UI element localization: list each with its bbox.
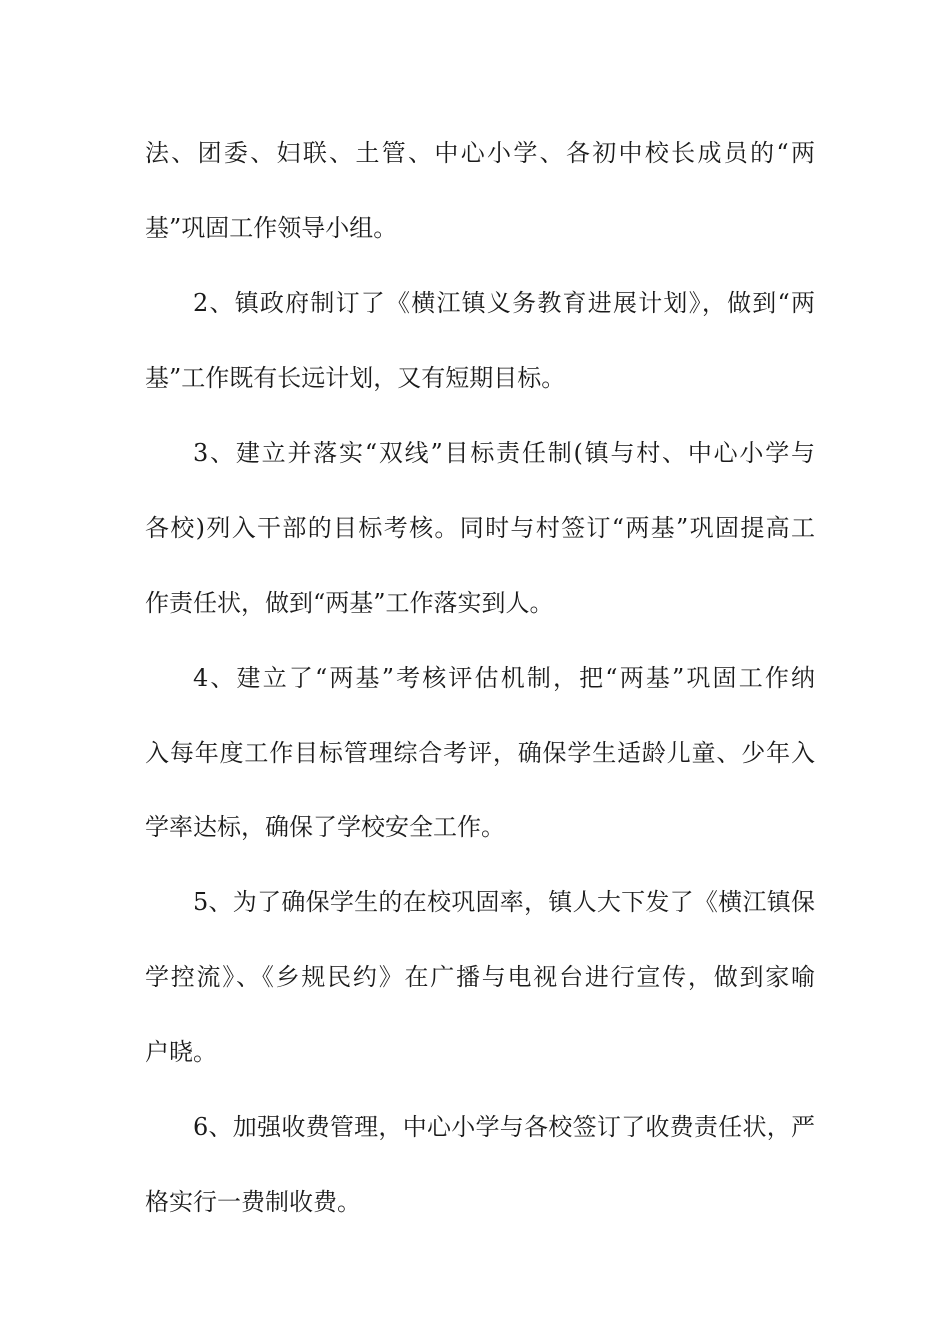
paragraph-6-start: 6、加强收费管理，中心小学与各校签订了收费责任状，严 — [193, 1113, 815, 1141]
text-line: 格实行一费制收费。 — [145, 1188, 361, 1216]
paragraph-2-start: 2、镇政府制订了《横江镇义务教育进展计划》，做到“两 — [193, 289, 815, 317]
text-line: 学控流》、《乡规民约》在广播与电视台进行宣传，做到家喻 — [145, 963, 815, 991]
text-line: 入每年度工作目标管理综合考评，确保学生适龄儿童、少年入 — [145, 739, 815, 767]
text-line: 学率达标，确保了学校安全工作。 — [145, 813, 505, 841]
text-line: 作责任状，做到“两基”工作落实到人。 — [145, 589, 554, 617]
text-line: 各校)列入干部的目标考核。同时与村签订“两基”巩固提高工 — [145, 514, 815, 542]
paragraph-4-start: 4、建立了“两基”考核评估机制，把“两基”巩固工作纳 — [193, 664, 815, 692]
text-line: 基”巩固工作领导小组。 — [145, 214, 398, 242]
text-line: 户晓。 — [145, 1038, 217, 1066]
paragraph-5-start: 5、为了确保学生的在校巩固率，镇人大下发了《横江镇保 — [193, 888, 815, 916]
text-line: 法、团委、妇联、土管、中心小学、各初中校长成员的“两 — [145, 139, 815, 167]
text-line: 基”工作既有长远计划，又有短期目标。 — [145, 364, 566, 392]
paragraph-3-start: 3、建立并落实“双线”目标责任制(镇与村、中心小学与 — [193, 439, 815, 467]
